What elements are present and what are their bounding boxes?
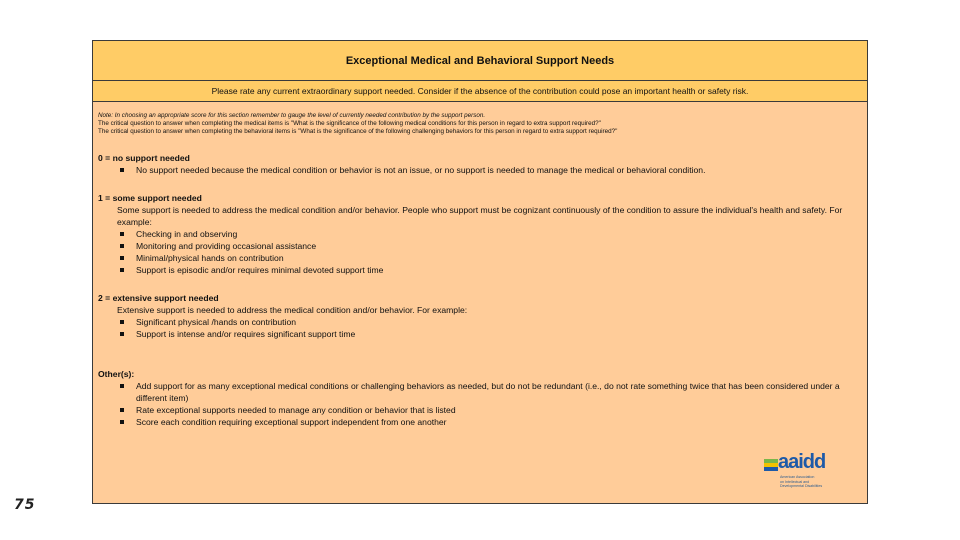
level-2-text: Extensive support is needed to address the medical condition and/or behavior. For example: [117, 305, 468, 315]
others-section [98, 368, 853, 428]
logo-wordmark: aaidd [778, 451, 826, 473]
logo-tagline-line-1: American Association [780, 475, 815, 479]
list-item: Checking in and observing [136, 228, 853, 240]
note-line-2: The critical question to answer when completing the medical items is "What is the significance of the following medical conditions for this person in regard to extra support required?" [98, 120, 601, 127]
level-2-list [98, 316, 853, 340]
list-item: Significant physical /hands on contribution [136, 316, 853, 328]
level-0-section [98, 152, 853, 176]
others-heading: Other(s): [98, 369, 135, 379]
logo-tagline [780, 475, 822, 489]
note-block [98, 112, 853, 136]
list-item: Monitoring and providing occasional assistance [136, 240, 853, 252]
table-body [93, 102, 867, 428]
level-1-section [98, 192, 853, 276]
slide-number: 75 [14, 497, 36, 513]
logo-tagline-line-2: on Intellectual and [780, 479, 810, 484]
level-2-heading: 2 = extensive support needed [98, 293, 219, 303]
level-2-section [98, 292, 853, 340]
level-0-heading: 0 = no support needed [98, 153, 190, 163]
list-item: No support needed because the medical condition or behavior is not an issue, or no support is needed to manage the medical or behavioral condition. [136, 164, 853, 176]
table-title: Exceptional Medical and Behavioral Support Needs [93, 41, 867, 81]
list-item: Minimal/physical hands on contribution [136, 252, 853, 264]
list-item: Support is episodic and/or requires minimal devoted support time [136, 264, 853, 276]
note-line-3: The critical question to answer when completing the behavioral items is "What is the significance of the following challenging behaviors for this person in regard to extra support required?" [98, 128, 618, 135]
aaidd-logo [764, 451, 844, 495]
table-subtitle: Please rate any current extraordinary support needed. Consider if the absence of the contribution could pose an important health or safety risk. [93, 81, 867, 102]
logo-tagline-line-3: Developmental Disabilities [780, 484, 823, 489]
level-0-list [98, 164, 853, 176]
support-needs-table [92, 40, 868, 504]
list-item: Support is intense and/or requires significant support time [136, 328, 853, 340]
aaidd-mark-icon [764, 459, 778, 471]
others-list [98, 380, 853, 428]
note-line-1: Note: In choosing an appropriate score for this section remember to gauge the level of currently needed contribution by the support person. [98, 112, 486, 119]
list-item: Rate exceptional supports needed to manage any condition or behavior that is listed [136, 404, 853, 416]
level-1-text: Some support is needed to address the medical condition and/or behavior. People who support must be cognizant continuously of the condition to assure the individual's health and safety. For example: [117, 205, 843, 227]
list-item: Score each condition requiring exceptional support independent from one another [136, 416, 853, 428]
list-item: Add support for as many exceptional medical conditions or challenging behaviors as needed, but do not be redundant (i.e., do not rate something twice that has been considered under a different item) [136, 380, 853, 404]
level-1-list [98, 228, 853, 276]
level-1-heading: 1 = some support needed [98, 193, 202, 203]
